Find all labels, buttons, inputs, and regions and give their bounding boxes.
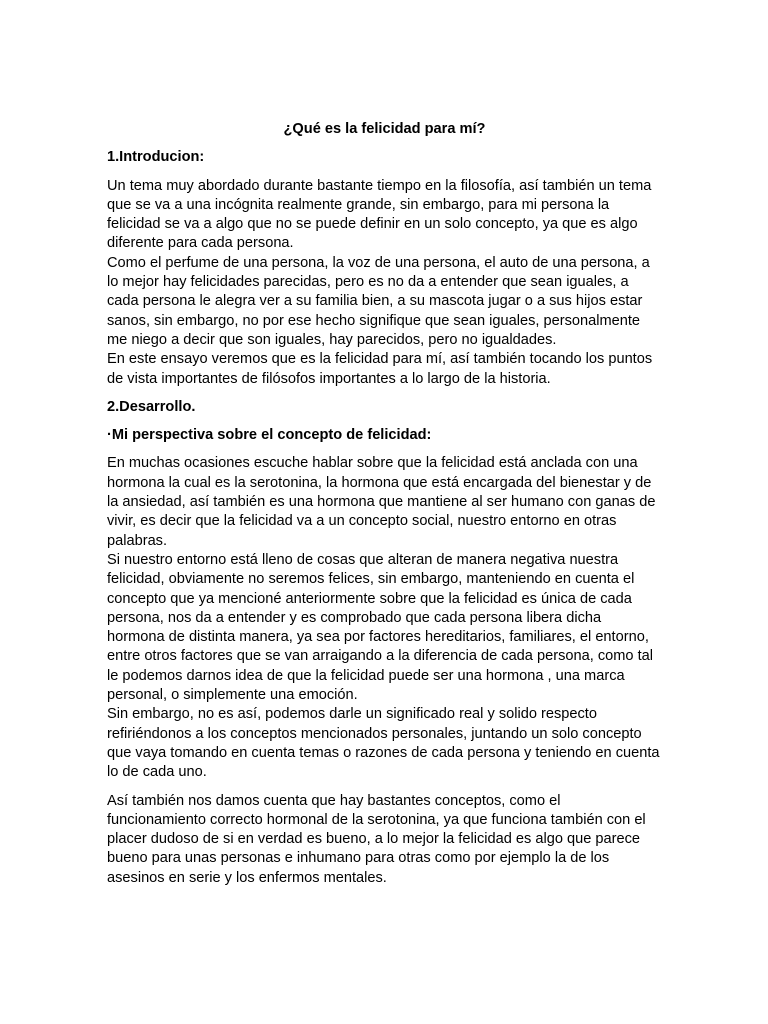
development-paragraph: Sin embargo, no es así, podemos darle un significado real y solido respecto refiriéndonos a los conceptos mencionados personales, juntando un solo concepto que vaya tomando en cuenta temas o razones de cada persona y teniendo en cuenta lo de cada uno. (107, 706, 660, 781)
document-page (107, 120, 662, 897)
closing-paragraph: Así también nos damos cuenta que hay bastantes conceptos, como el funcionamiento correcto hormonal de la serotonina, ya que funciona también con el placer dudoso de si en verdad es bueno, a lo mejor la felicidad es algo que parece bueno para unas personas e inhumano para otras como por ejemplo la de los asesinos en serie y los enfermos mentales. (107, 792, 646, 886)
intro-paragraph: En este ensayo veremos que es la felicidad para mí, así también tocando los puntos de vista importantes de filósofos importantes a lo largo de la historia. (107, 351, 653, 387)
intro-paragraph: Como el perfume de una persona, la voz de una persona, el auto de una persona, a lo mejor hay felicidades parecidas, pero es no da a entender que sean iguales, a cada persona le alegra ver a su familia bien, a su mascota jugar o a sus hijos estar sanos, sin embargo, no por ese hecho signifique que sean iguales, personalmente me niego a decir que son iguales, hay parecidos, pero no igualdades. (107, 254, 650, 348)
document-title: ¿Qué es la felicidad para mí? (283, 121, 486, 137)
perspective-subheading: ·Mi perspectiva sobre el concepto de felicidad: (107, 427, 432, 444)
intro-paragraph-block (107, 177, 662, 389)
intro-heading: 1.Introducion: (107, 149, 205, 166)
development-paragraph: Si nuestro entorno está lleno de cosas que alteran de manera negativa nuestra felicidad, obviamente no seremos felices, sin embargo, manteniendo en cuenta el concepto que ya mencioné anteriormente sobre que la felicidad es única de cada persona, nos da a entender y es comprobado que cada persona libera dicha hormona de distinta manera, ya sea por factores hereditarios, familiares, el entorno, entre otros factores que se van arraigando a la diferencia de cada persona, como tal le podemos darnos idea de que la felicidad puede ser una hormona , una marca personal, o simplemente una emoción. (107, 551, 653, 704)
development-paragraph: En muchas ocasiones escuche hablar sobre que la felicidad está anclada con una hormona la cual es la serotonina, la hormona que está encargada del bienestar y de la ansiedad, así también es una hormona que mantiene al ser humano con ganas de vivir, es decir que la felicidad va a un concepto social, nuestro entorno en otras palabras. (107, 455, 656, 549)
development-paragraph-block (107, 454, 662, 782)
development-heading: 2.Desarrollo. (107, 398, 196, 415)
intro-paragraph: Un tema muy abordado durante bastante tiempo en la filosofía, así también un tema que se va a una incógnita realmente grande, sin embargo, para mi persona la felicidad se va a algo que no se puede definir en un solo concepto, ya que es algo diferente para cada persona. (107, 177, 652, 252)
